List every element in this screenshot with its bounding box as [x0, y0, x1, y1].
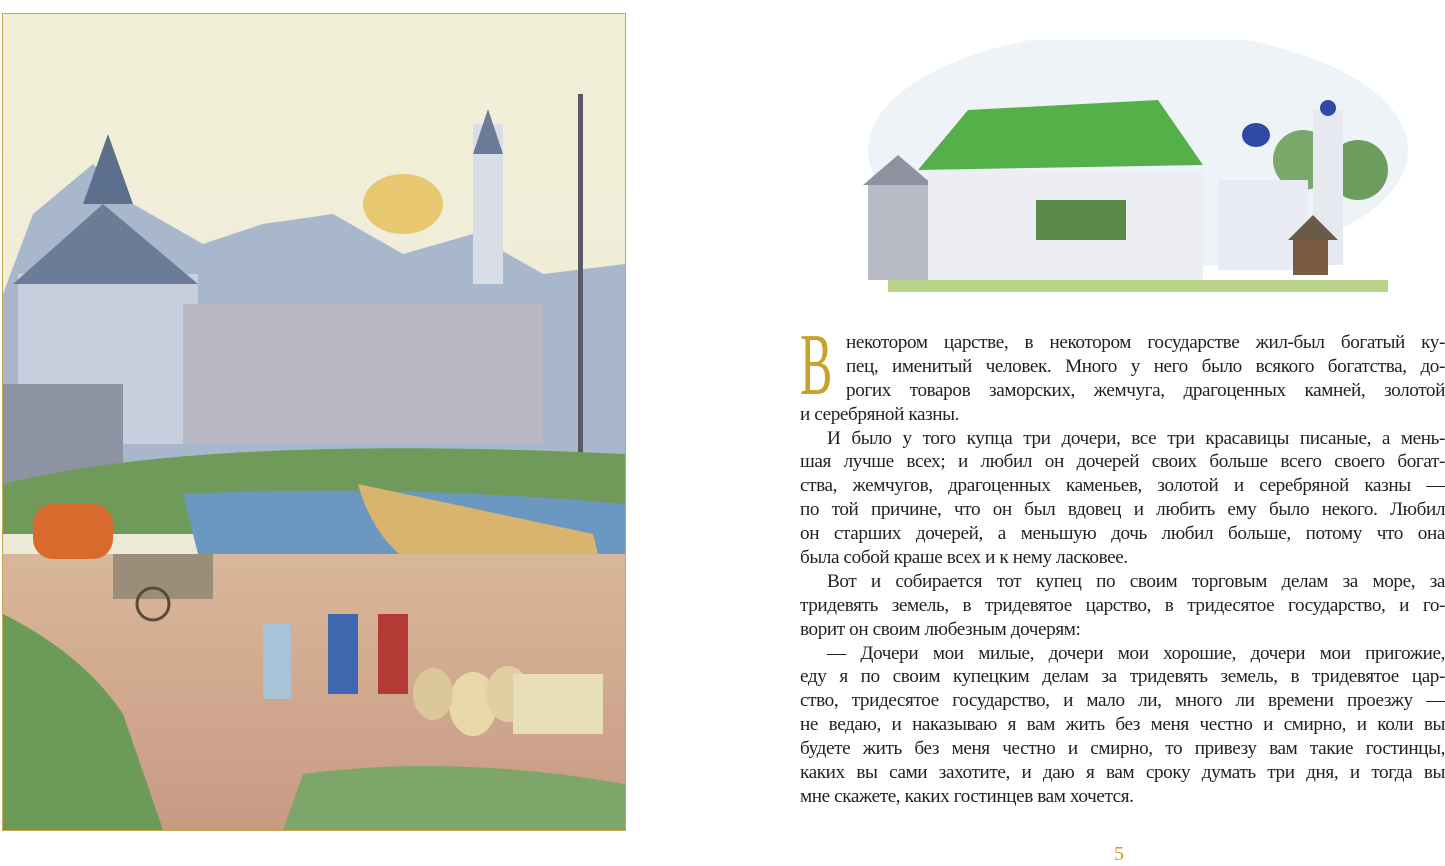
text-line: он старших дочерей, а меньшую дочь любил больше, потому что она [800, 523, 1445, 545]
text-line: пец, именитый человек. Много у него было всякого богатства, до- [846, 355, 1445, 377]
text-line: некотором царстве, в некотором государстве жил-был богатый ку- [846, 332, 1445, 353]
text-line: была собой краше всех и к нему ласковее. [800, 547, 1128, 569]
text-line: каких вы сами захотите, и даю я вам сроку думать три дня, и тогда вы [800, 762, 1445, 784]
text-line: мне скажете, каких гостинцев вам хочется. [800, 785, 1134, 807]
story-text [800, 317, 1445, 809]
page-number: 5 [1114, 843, 1124, 865]
text-line: Вот и собирается тот купец по своим торговым делам за море, за [827, 570, 1445, 592]
text-line: — Дочери мои милые, дочери мои хорошие, дочери мои пригожие, [827, 642, 1445, 664]
merchant-house-illustration [858, 40, 1408, 305]
text-line: ства, жемчугов, драгоценных каменьев, золотой и серебряной казны — [800, 475, 1445, 497]
text-line: тридевять земель, в тридевятое царство, в тридесятое государство, и го- [800, 594, 1445, 616]
paragraph-1 [800, 317, 1445, 427]
text-line: не ведаю, и наказываю я вам жить без меня честно и смирно, и коли вы [800, 714, 1445, 736]
text-line: еду я по своим купецким делам за тридевять земель, в тридевятое цар- [800, 666, 1445, 688]
text-line: И было у того купца три дочери, все три красавицы писаные, а мень- [827, 427, 1445, 449]
text-line: ворит он своим любезным дочерям: [800, 618, 1081, 640]
paragraph-4 [800, 642, 1445, 809]
drop-cap: В [800, 317, 833, 414]
paragraph-2 [800, 427, 1445, 570]
text-line: ство, тридесятое государство, и мало ли, много ли времени проезжу — [800, 690, 1445, 712]
paragraph-3 [800, 570, 1445, 642]
text-line: по той причине, что он был вдовец и любить ему было некого. Любил [800, 499, 1445, 521]
text-line: рогих товаров заморских, жемчуга, драгоценных камней, золотой [846, 379, 1445, 401]
text-line: шая лучше всех; и любил он дочерей своих больше всего своего богат- [800, 451, 1445, 473]
harbor-town-illustration [2, 13, 626, 831]
text-line: будете жить без меня честно и смирно, то привезу вам такие гостинцы, [800, 738, 1445, 760]
text-line: и серебряной казны. [800, 403, 960, 425]
